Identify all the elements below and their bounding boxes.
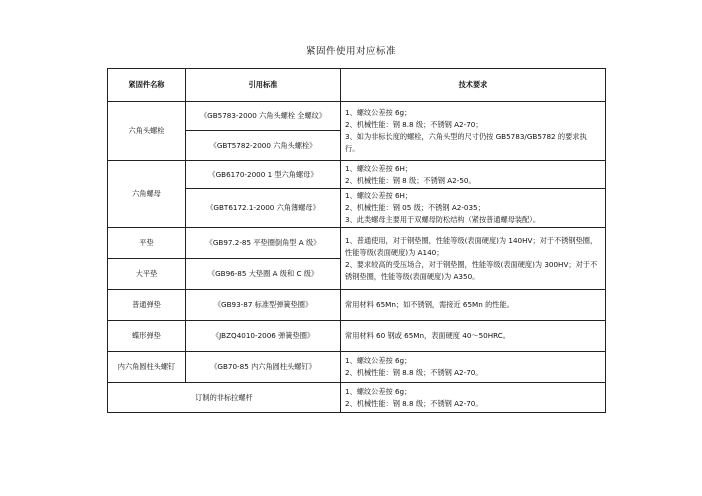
req-line: 2、机械性能：钢 8.8 级；不锈钢 A2-70；	[345, 120, 483, 129]
table-row	[108, 228, 606, 259]
row-name: 订制的非标拉螺杆	[108, 383, 341, 413]
row-requirement	[341, 189, 606, 228]
req-line: 3、如为非标长度的螺栓，六角头型的尺寸仍按 GB5783/GB5782 的要求执行。	[345, 132, 587, 153]
row-requirement	[341, 383, 606, 413]
row-standard: 《GB6170-2000 1 型六角螺母》	[186, 161, 341, 189]
row-standard: 《GB97.2-85 平垫圈倒角型 A 级》	[186, 228, 341, 259]
req-line: 1、螺纹公差按 6H；	[345, 191, 413, 200]
table-row	[108, 321, 606, 352]
row-requirement	[341, 352, 606, 383]
table-row	[108, 161, 606, 189]
table-header-row	[108, 69, 606, 102]
row-name: 蝶形弹垫	[108, 321, 186, 352]
header-standard: 引用标准	[186, 69, 341, 102]
row-standard: 《GB96-85 大垫圈 A 级和 C 级》	[186, 259, 341, 290]
row-requirement: 常用材料 65Mn；如不锈钢，需接近 65Mn 的性能。	[341, 290, 606, 321]
row-standard: 《GBT6172.1-2000 六角薄螺母》	[186, 189, 341, 228]
page-title: 紧固件使用对应标准	[305, 46, 396, 57]
row-requirement	[341, 228, 606, 290]
row-name: 内六角圆柱头螺钉	[108, 352, 186, 383]
row-standard: 《GB93-87 标准型弹簧垫圈》	[186, 290, 341, 321]
row-name: 六角头螺栓	[108, 102, 186, 161]
req-line: 1、螺纹公差按 6H；	[345, 163, 413, 173]
table-row	[108, 383, 606, 413]
row-standard: 《GBT5782-2000 六角头螺栓》	[186, 131, 341, 161]
row-name: 普通弹垫	[108, 290, 186, 321]
row-standard: 《GB5783-2000 六角头螺栓 全螺纹》	[186, 102, 341, 131]
header-requirement: 技术要求	[341, 69, 606, 102]
row-name: 六角螺母	[108, 161, 186, 228]
req-line: 2、机械性能：钢 8.8 级；不锈钢 A2-70。	[345, 368, 483, 377]
row-requirement	[341, 161, 606, 189]
req-line: 1、普通使用，对于钢垫圈，性能等级(表面硬度)为 140HV；对于不锈钢垫圈，性能等级(表面硬度)为 A140；	[345, 235, 598, 257]
req-line: 2、机械性能：钢 05 级；不锈钢 A2-035；	[345, 203, 485, 212]
table-row	[108, 352, 606, 383]
row-requirement: 常用材料 60 钢或 65Mn，表面硬度 40～50HRC。	[341, 321, 606, 352]
row-name: 大平垫	[108, 259, 186, 290]
row-standard: 《JBZQ4010-2006 弹簧垫圈》	[186, 321, 341, 352]
req-line: 1、螺纹公差按 6g；	[345, 108, 412, 117]
req-line: 1、螺纹公差按 6g；	[345, 356, 412, 365]
row-requirement	[341, 102, 606, 161]
table-row	[108, 102, 606, 131]
table-row	[108, 290, 606, 321]
req-line: 3、此类螺母主要用于双螺母防松结构（紧按普通螺母装配）。	[345, 215, 541, 224]
req-line: 2、机械性能：钢 8.8 级；不锈钢 A2-70。	[345, 398, 483, 408]
row-name: 平垫	[108, 228, 186, 259]
req-line: 2、要求较高的受压场合，对于钢垫圈，性能等级(表面硬度)为 300HV；对于不锈钢垫圈，性能等级(表面硬度)为 A350。	[345, 259, 598, 281]
row-standard: 《GB70-85 内六角圆柱头螺钉》	[186, 352, 341, 383]
standards-table	[107, 68, 606, 413]
header-name: 紧固件名称	[108, 69, 186, 102]
req-line: 2、机械性能：钢 8 级；不锈钢 A2-50。	[345, 175, 476, 185]
req-line: 1、螺纹公差按 6g；	[345, 386, 412, 396]
